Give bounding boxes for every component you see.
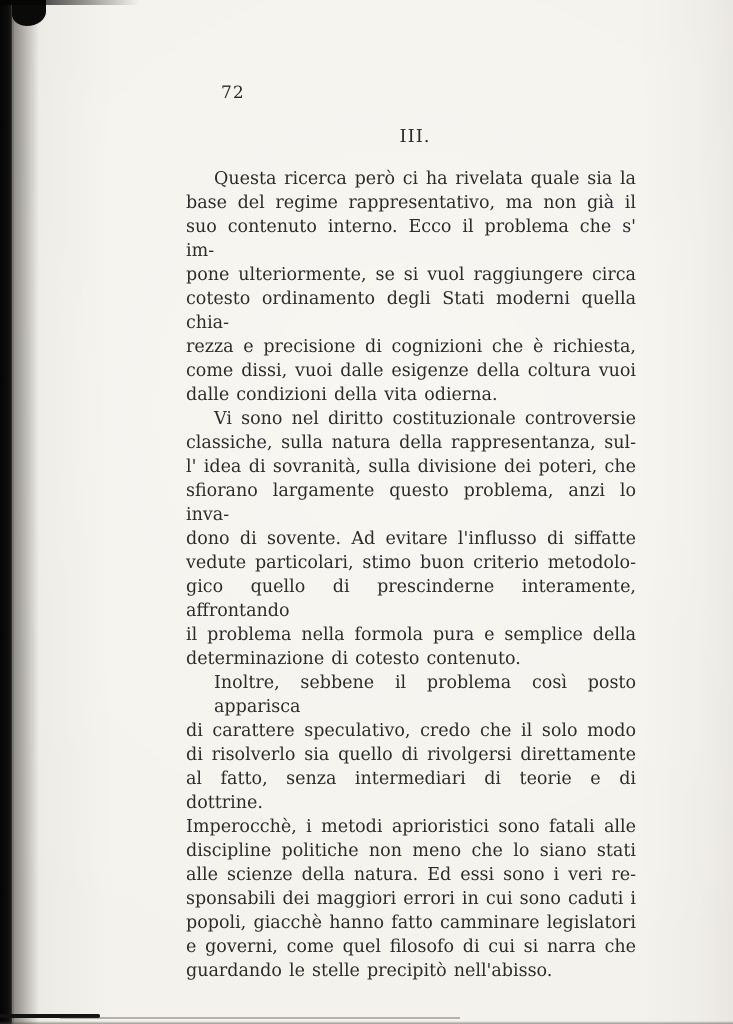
- text-line: base del regime rappresentativo, ma non già il: [186, 193, 636, 213]
- text-line: popoli, giacchè hanno fatto camminare legislatori: [186, 913, 636, 933]
- text-line: Questa ricerca però ci ha rivelata quale sia la: [214, 169, 636, 189]
- text-line: Vi sono nel diritto costituzionale controversie: [214, 409, 636, 429]
- page-number: 72: [221, 83, 245, 103]
- text-line: dalle condizioni della vita odierna.: [186, 385, 498, 405]
- text-line: il problema nella formola pura e semplice della: [186, 625, 636, 645]
- paragraph: [186, 671, 636, 983]
- text-line: guardando le stelle precipitò nell'abisso.: [186, 961, 553, 981]
- text-line: determinazione di cotesto contenuto.: [186, 649, 521, 669]
- text-line: Inoltre, sebbene il problema così posto apparisca: [214, 673, 636, 717]
- text-line: sponsabili dei maggiori errori in cui sono caduti i: [186, 889, 636, 909]
- binding-edge-strip: [0, 0, 14, 1024]
- text-line: di risolverlo sia quello di rivolgersi direttamente: [186, 745, 636, 765]
- text-line: di carattere speculativo, credo che il solo modo: [186, 721, 636, 741]
- text-line: come dissi, vuoi dalle esigenze della coltura vuoi: [186, 361, 636, 381]
- scan-blemish-top-edge: [0, 0, 140, 5]
- text-line: suo contenuto interno. Ecco il problema che s' im-: [186, 217, 636, 261]
- text-line: dono di sovente. Ad evitare l'influsso di siffatte: [186, 529, 636, 549]
- body-text-block: [186, 167, 636, 983]
- text-line: l' idea di sovranità, sulla divisione dei poteri, che: [186, 457, 636, 477]
- paragraph: [186, 407, 636, 671]
- text-line: e governi, come quel filosofo di cui si narra che: [186, 937, 636, 957]
- text-line: rezza e precisione di cognizioni che è richiesta,: [186, 337, 636, 357]
- text-line: cotesto ordinamento degli Stati moderni quella chia-: [186, 289, 636, 333]
- section-heading: III.: [399, 126, 431, 147]
- text-line: classiche, sulla natura della rappresentanza, sul-: [186, 433, 636, 453]
- text-line: gico quello di prescinderne interamente, affrontando: [186, 577, 636, 621]
- text-line: sfiorano largamente questo problema, anzi lo inva-: [186, 481, 636, 525]
- scan-blemish-bottom-faint: [60, 1017, 460, 1019]
- paragraph: [186, 167, 636, 407]
- text-line: alle scienze della natura. Ed essi sono i veri re-: [186, 865, 636, 885]
- text-line: al fatto, senza intermediari di teorie e di dottrine.: [186, 769, 636, 813]
- text-line: vedute particolari, stimo buon criterio metodolo-: [186, 553, 636, 573]
- text-line: pone ulteriormente, se si vuol raggiungere circa: [186, 265, 636, 285]
- binding-shadow: [13, 0, 39, 1024]
- text-line: Imperocchè, i metodi aprioristici sono fatali alle: [186, 817, 636, 837]
- text-line: discipline politiche non meno che lo siano stati: [186, 841, 636, 861]
